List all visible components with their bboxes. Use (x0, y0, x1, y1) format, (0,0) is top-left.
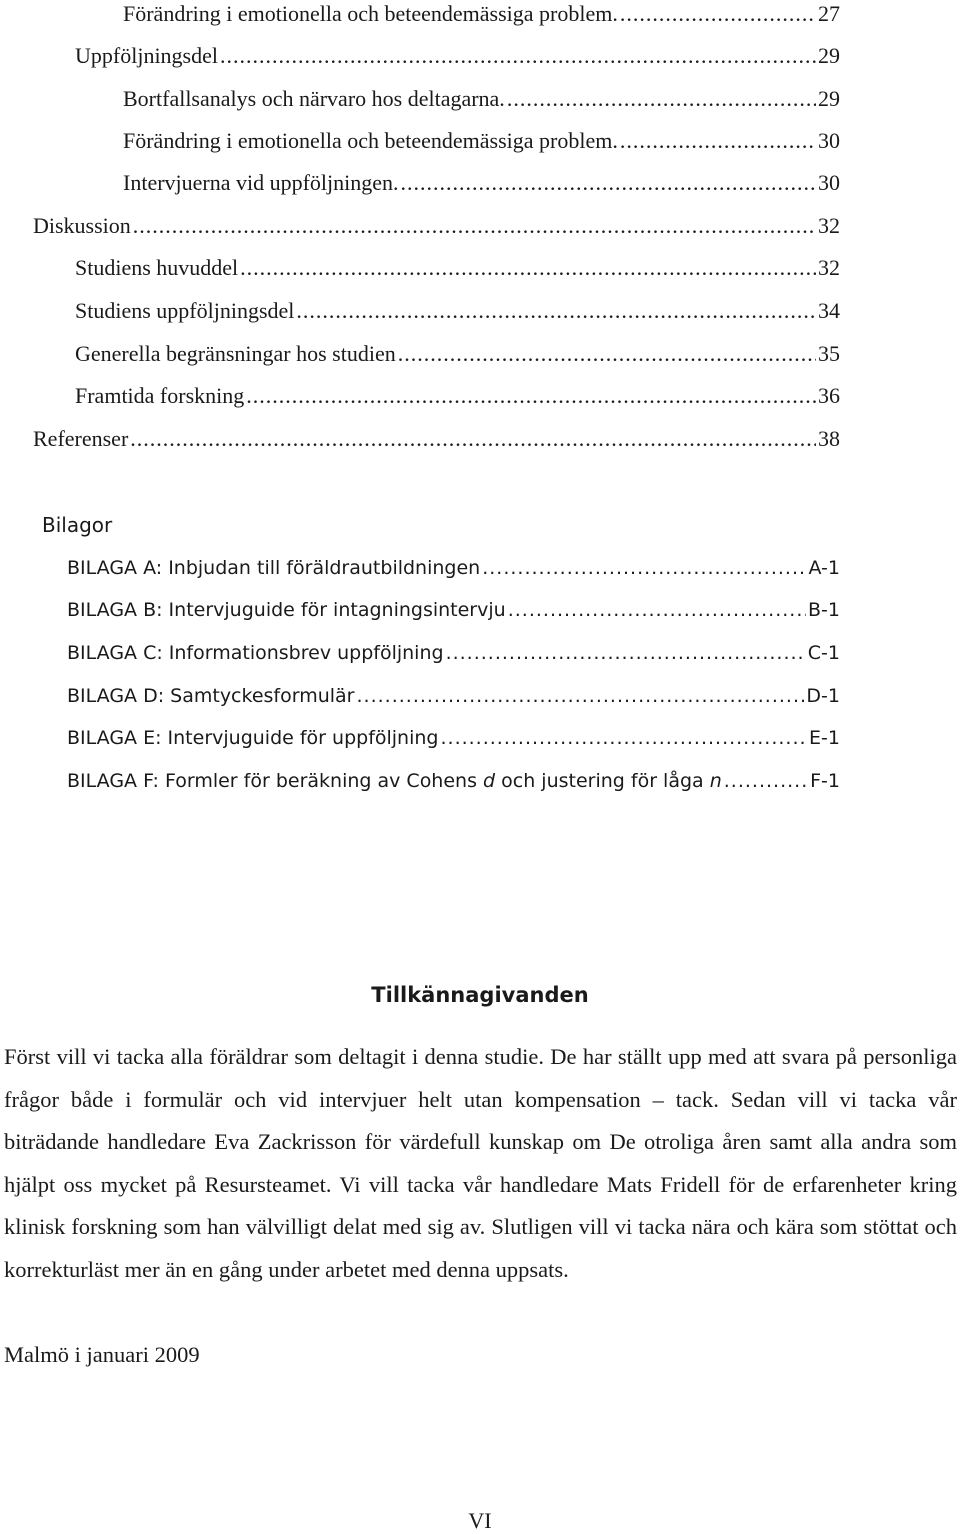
appendix-title-italic-d: d (483, 770, 496, 792)
appendix-entry-page: A-1 (808, 557, 840, 579)
toc-entry-page: 35 (818, 341, 840, 366)
appendix-title-part: och justering för låga (495, 770, 710, 792)
toc-entry-page: 29 (818, 86, 840, 111)
toc-entry (123, 85, 840, 113)
appendix-entry (67, 682, 840, 710)
toc-entry-title: Uppföljningsdel (75, 43, 218, 68)
appendix-entry-page: D-1 (806, 685, 840, 707)
toc-entry (75, 42, 840, 70)
appendix-entry-title: BILAGA C: Informationsbrev uppföljning (67, 642, 444, 664)
toc-leader-dots (296, 297, 816, 325)
acknowledgements-body: Först vill vi tacka alla föräldrar som deltagit i denna studie. De har ställt upp med att svara på personliga frågor både i formulär och vid intervjuer helt utan kompensation – tack. Sedan vill vi tacka vår biträdande handledare Eva Zackrisson för värdefull kunskap om De otroliga åren samt alla andra som hjälpt oss mycket på Resursteamet. Vi vill tacka vår handledare Mats Fridell för de erfarenheter kring klinisk forskning som han välvilligt delat med sig av. Slutligen vill vi tacka nära och kära som stöttat och korrekturläst mer än en gång under arbetet med denna uppsats. (4, 1044, 957, 1282)
toc-entry (123, 169, 840, 197)
toc-leader-dots (357, 682, 805, 710)
toc-entry (75, 297, 840, 325)
appendix-entry-title: BILAGA E: Intervjuguide för uppföljning (67, 727, 439, 749)
acknowledgements-title: Tillkännagivanden (371, 983, 589, 1007)
appendix-entry (67, 596, 840, 624)
appendix-entry-title: BILAGA D: Samtyckesformulär (67, 685, 355, 707)
appendix-entry-page: B-1 (808, 599, 840, 621)
toc-entry-page: 32 (818, 255, 840, 280)
toc-leader-dots (507, 85, 816, 113)
toc-entry-title: Studiens huvuddel (75, 255, 239, 280)
toc-entry-title: Referenser (33, 426, 129, 451)
appendix-entry-page: E-1 (809, 727, 840, 749)
toc-leader-dots (724, 767, 808, 795)
appendix-entry (67, 767, 840, 795)
toc-entry-page: 30 (818, 128, 840, 153)
toc-leader-dots (401, 169, 816, 197)
toc-leader-dots (440, 724, 807, 752)
appendix-entry-title: BILAGA A: Inbjudan till föräldrautbildningen (67, 557, 481, 579)
appendix-entry-page: C-1 (807, 642, 840, 664)
toc-leader-dots (240, 254, 816, 282)
toc-leader-dots (620, 127, 816, 155)
toc-leader-dots (482, 554, 806, 582)
appendix-entry (67, 639, 840, 667)
toc-leader-dots (133, 212, 816, 240)
appendix-entry-title: BILAGA B: Intervjuguide för intagningsintervju (67, 599, 506, 621)
appendix-title-italic-n: n (709, 770, 722, 792)
toc-leader-dots (246, 382, 816, 410)
bilagor-heading: Bilagor (42, 513, 113, 537)
toc-entry (75, 340, 840, 368)
toc-entry (123, 127, 840, 155)
toc-entry-title: Förändring i emotionella och beteendemässiga problem. (123, 128, 618, 153)
toc-entry-title: Studiens uppföljningsdel (75, 298, 295, 323)
toc-entry-title: Intervjuerna vid uppföljningen. (123, 170, 399, 195)
toc-entry (33, 425, 840, 453)
appendix-entry (67, 554, 840, 582)
toc-entry-page: 36 (818, 383, 840, 408)
toc-entry-title: Diskussion (33, 213, 131, 238)
toc-leader-dots (220, 42, 816, 70)
toc-leader-dots (398, 340, 816, 368)
toc-entry-title: Bortfallsanalys och närvaro hos deltagarna. (123, 86, 505, 111)
appendix-entry (67, 724, 840, 752)
toc-entry-title: Framtida forskning (75, 383, 245, 408)
toc-entry-page: 34 (818, 298, 840, 323)
appendix-entry-page: F-1 (810, 770, 840, 792)
toc-entry (75, 382, 840, 410)
toc-entry (33, 212, 840, 240)
toc-entry (123, 0, 840, 28)
toc-leader-dots (620, 0, 816, 28)
toc-entry-page: 30 (818, 170, 840, 195)
appendix-title-part: BILAGA F: Formler för beräkning av Cohens (67, 770, 484, 792)
toc-entry-page: 29 (818, 43, 840, 68)
page-number: VI (468, 1508, 492, 1533)
toc-leader-dots (508, 596, 806, 624)
toc-leader-dots (130, 425, 816, 453)
toc-leader-dots (446, 639, 806, 667)
toc-entry-title: Generella begränsningar hos studien (75, 341, 396, 366)
toc-entry-title: Förändring i emotionella och beteendemässiga problem. (123, 1, 618, 26)
toc-entry-page: 27 (818, 1, 840, 26)
toc-entry-page: 32 (818, 213, 840, 238)
appendix-entry-title (67, 767, 722, 795)
toc-entry (75, 254, 840, 282)
toc-entry-page: 38 (818, 426, 840, 451)
place-and-date: Malmö i januari 2009 (4, 1342, 200, 1367)
